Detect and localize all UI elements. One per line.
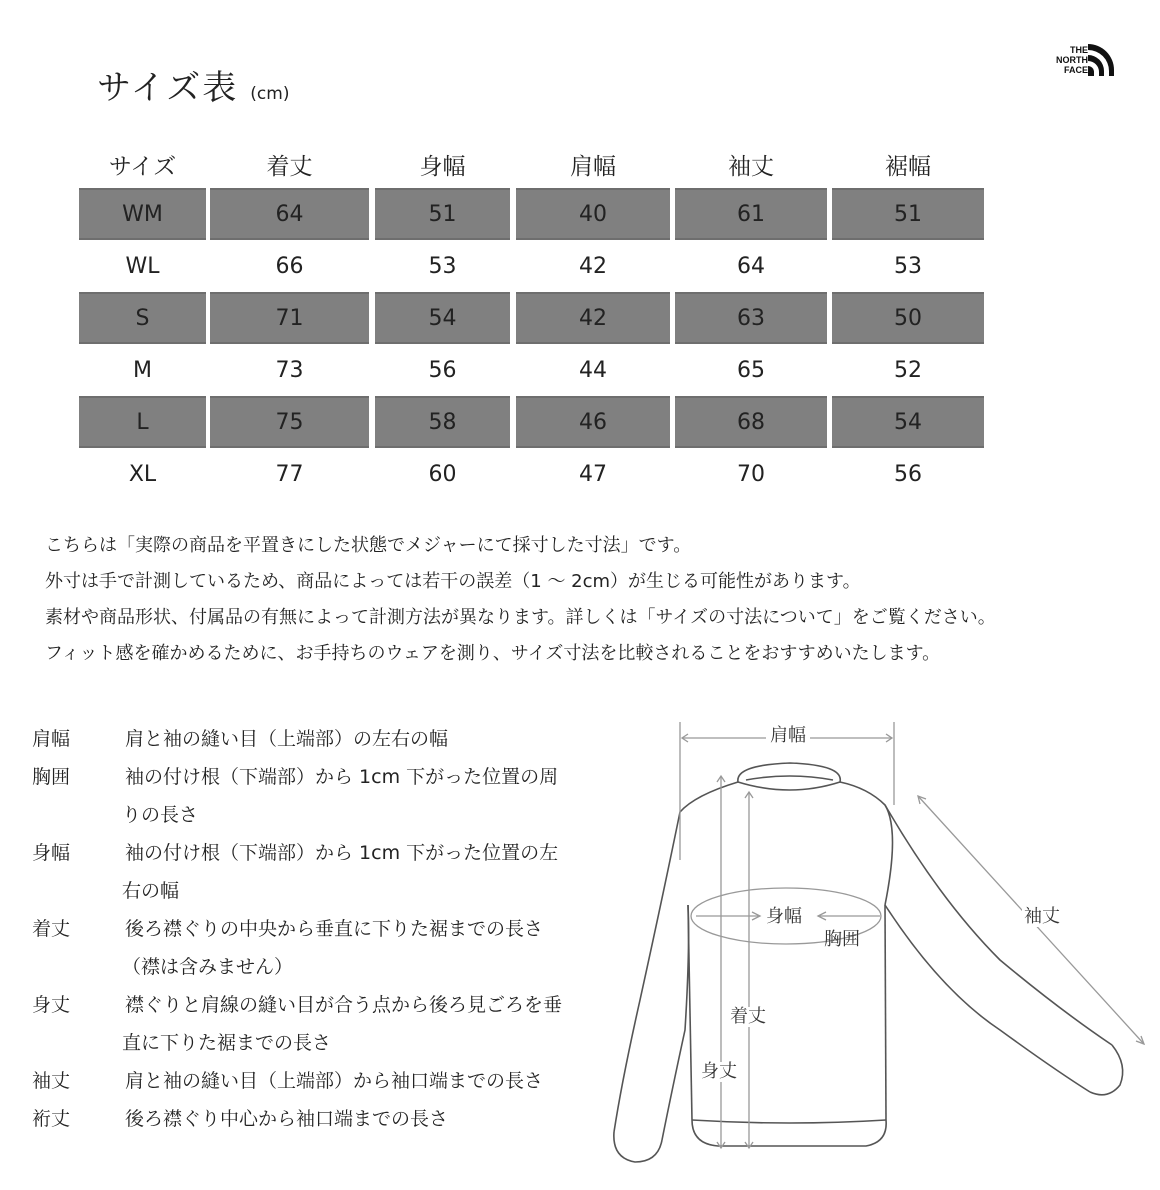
- definition-description: [122, 834, 642, 910]
- size-label-cell: WM: [79, 188, 206, 240]
- measurement-cell: 53: [428, 253, 457, 279]
- measurement-cell: 66: [275, 253, 304, 279]
- definition-description: [122, 1100, 642, 1138]
- definition-item: [32, 834, 642, 910]
- definition-line: 肩と袖の縫い目（上端部）の左右の幅: [125, 728, 449, 750]
- table-row: [79, 188, 984, 240]
- definition-term: 身丈: [32, 994, 71, 1016]
- definition-line: 襟ぐりと肩線の縫い目が合う点から後ろ見ごろを垂: [125, 994, 563, 1016]
- size-label-cell: S: [79, 292, 206, 344]
- size-table: [79, 140, 984, 500]
- definition-description: [122, 758, 642, 834]
- definition-item: [32, 720, 642, 758]
- definition-line: りの長さ: [122, 804, 199, 826]
- definition-description: [122, 910, 642, 986]
- column-header: 着丈: [266, 153, 313, 180]
- table-row: [79, 448, 984, 500]
- shoulder-width-label: 肩幅: [766, 726, 810, 746]
- definition-term: 身幅: [32, 842, 71, 864]
- column-header: 袖丈: [728, 153, 774, 180]
- definition-line: 袖の付け根（下端部）から 1cm 下がった位置の周: [125, 766, 559, 788]
- definition-item: [32, 910, 642, 986]
- measurement-cell: 70: [737, 461, 765, 487]
- measurement-cell: 58: [375, 396, 510, 448]
- definition-line: 後ろ襟ぐり中心から袖口端までの長さ: [125, 1108, 449, 1130]
- measurement-cell: 56: [894, 461, 922, 487]
- column-header: 裾幅: [885, 153, 931, 180]
- column-header: 身幅: [419, 153, 466, 180]
- definition-description: [122, 720, 642, 758]
- sweatshirt-diagram: [600, 700, 1160, 1180]
- length-label: 着丈: [730, 1006, 766, 1027]
- definition-line: 右の幅: [122, 880, 180, 902]
- definition-line: （襟は含みません）: [122, 956, 294, 978]
- definition-line: 直に下りた裾までの長さ: [122, 1032, 332, 1054]
- measurement-cell: 64: [210, 188, 369, 240]
- measurement-cell: 46: [516, 396, 670, 448]
- table-row: [79, 396, 984, 448]
- definition-item: [32, 1100, 642, 1138]
- measurement-cell: 73: [275, 357, 304, 383]
- definition-term: 袖丈: [32, 1070, 71, 1092]
- measurement-cell: 42: [516, 292, 670, 344]
- table-header-row: [79, 140, 984, 188]
- body-length-label: 身丈: [701, 1061, 737, 1082]
- definition-line: 後ろ襟ぐりの中央から垂直に下りた裾までの長さ: [125, 918, 544, 940]
- measurement-cell: 44: [579, 357, 607, 383]
- column-header: サイズ: [108, 153, 177, 180]
- note-line: こちらは「実際の商品を平置きにした状態でメジャーにて採寸した寸法」です。: [45, 535, 692, 556]
- measurement-cell: 53: [894, 253, 922, 279]
- measurement-cell: 63: [675, 292, 827, 344]
- note-line: フィット感を確かめるために、お手持ちのウェアを測り、サイズ寸法を比較されることをおすすめいたします。: [45, 643, 941, 664]
- definition-term: 着丈: [32, 918, 71, 940]
- logo-text: THE NORTH FACE: [1056, 45, 1088, 75]
- unit-label: (cm): [250, 84, 290, 104]
- definition-term: 肩幅: [32, 728, 71, 750]
- definition-description: [122, 1062, 642, 1100]
- column-header: 肩幅: [570, 153, 616, 180]
- measurement-cell: 42: [579, 253, 607, 279]
- measurement-cell: 40: [516, 188, 670, 240]
- table-row: [79, 344, 984, 396]
- measurement-cell: 60: [428, 461, 457, 487]
- brand-logo: [1040, 44, 1116, 78]
- note-line: 外寸は手で計測しているため、商品によっては若干の誤差（1 ～ 2cm）が生じる可能性があります。: [45, 571, 861, 592]
- title-text: サイズ表: [97, 68, 239, 108]
- measurement-cell: 51: [832, 188, 984, 240]
- chest-label: 胸囲: [824, 929, 860, 950]
- measurement-cell: 68: [675, 396, 827, 448]
- body-width-label: 身幅: [766, 906, 802, 927]
- measurement-cell: 75: [210, 396, 369, 448]
- note-line: 素材や商品形状、付属品の有無によって計測方法が異なります。詳しくは「サイズの寸法について」をご覧ください。: [45, 607, 996, 628]
- measurement-cell: 50: [832, 292, 984, 344]
- measurement-cell: 71: [210, 292, 369, 344]
- measurement-cell: 77: [275, 461, 304, 487]
- definition-term: 裄丈: [32, 1108, 71, 1130]
- sweatshirt-outline-icon: [600, 700, 1160, 1180]
- half-dome-icon: [1088, 44, 1114, 76]
- measurement-cell: 64: [737, 253, 765, 279]
- definition-line: 肩と袖の縫い目（上端部）から袖口端までの長さ: [125, 1070, 544, 1092]
- measurement-cell: 61: [675, 188, 827, 240]
- measurement-cell: 65: [737, 357, 765, 383]
- definition-item: [32, 986, 642, 1062]
- definition-description: [122, 986, 642, 1062]
- definition-line: 袖の付け根（下端部）から 1cm 下がった位置の左: [125, 842, 559, 864]
- measurement-cell: 47: [579, 461, 607, 487]
- measurement-cell: 51: [375, 188, 510, 240]
- table-row: [79, 292, 984, 344]
- definition-term: 胸囲: [32, 766, 71, 788]
- page-title: [97, 60, 289, 109]
- definition-item: [32, 1062, 642, 1100]
- size-label-cell: L: [79, 396, 206, 448]
- measurement-cell: 52: [894, 357, 922, 383]
- size-label-cell: M: [133, 357, 152, 383]
- size-label-cell: XL: [128, 461, 157, 487]
- table-row: [79, 240, 984, 292]
- measurement-cell: 56: [428, 357, 457, 383]
- measurement-definitions: [32, 720, 642, 1138]
- measurement-cell: 54: [375, 292, 510, 344]
- measurement-cell: 54: [832, 396, 984, 448]
- definition-item: [32, 758, 642, 834]
- size-label-cell: WL: [125, 253, 160, 279]
- sleeve-length-label: 袖丈: [1024, 906, 1060, 927]
- measurement-notes: [45, 528, 1155, 672]
